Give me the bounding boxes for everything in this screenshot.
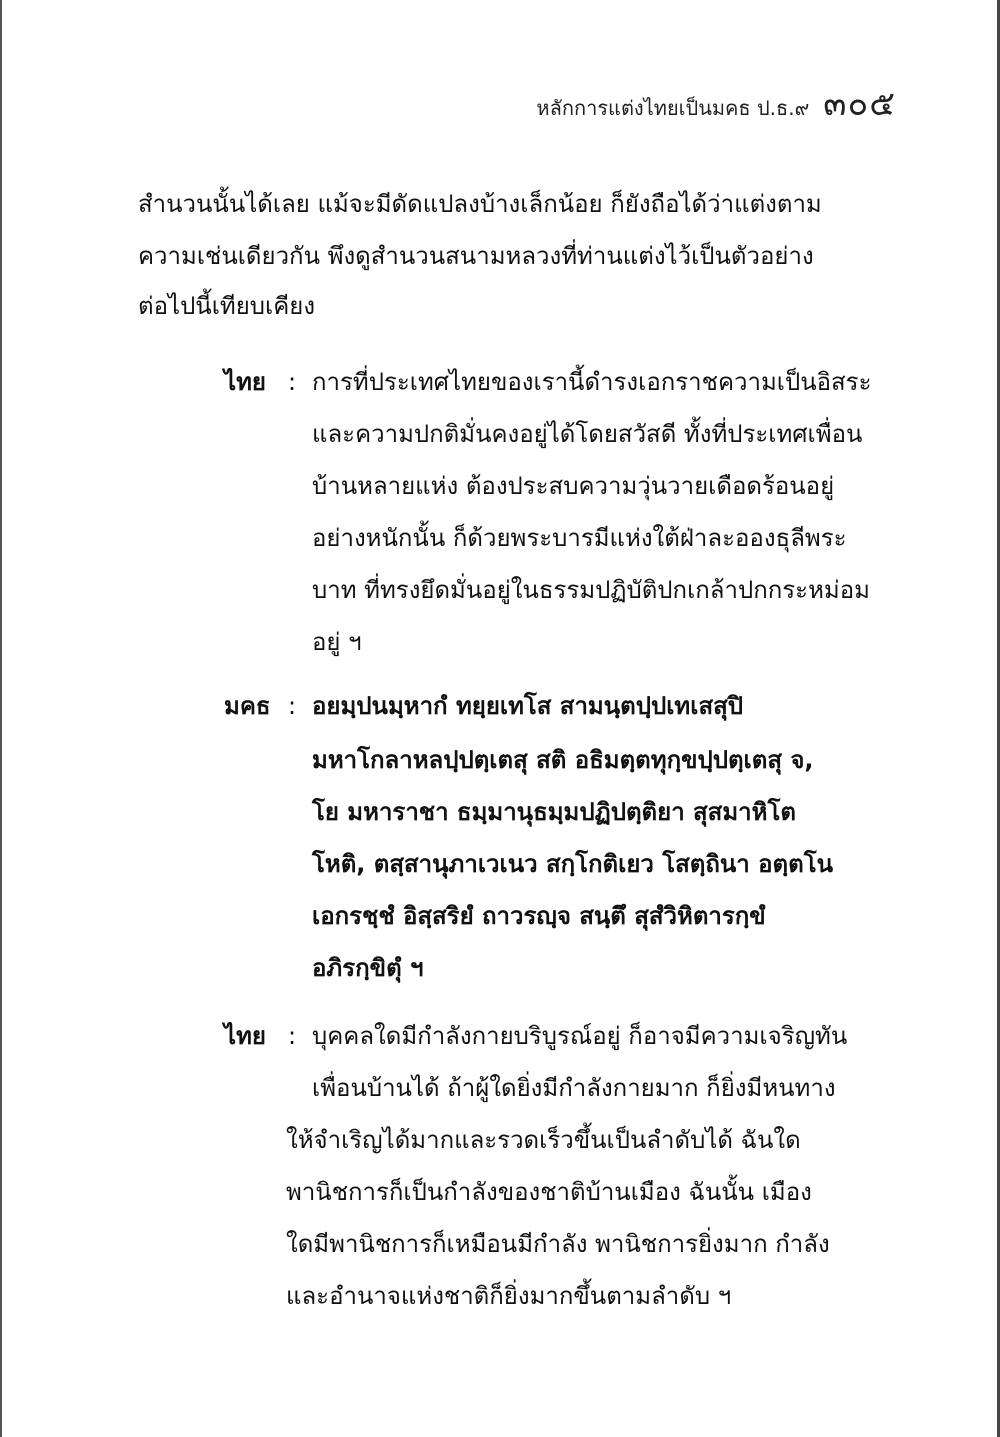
thai-line: อยู่ ฯ: [312, 628, 362, 656]
page-edge-left: [0, 0, 2, 1437]
thai-line: บ้านหลายแห่ง ต้องประสบความวุ่นวายเดือดร้อนอยู่: [312, 472, 835, 500]
example2-line: ใดมีพานิชการก็เหมือนมีกำลัง พานิชการยิ่งมาก กำลัง: [286, 1230, 830, 1258]
thai-label: ไทย: [224, 368, 266, 396]
thai-label-2: ไทย: [224, 1022, 266, 1050]
example2-line: ให้จำเริญได้มากและรวดเร็วขึ้นเป็นลำดับได้ ฉันใด: [286, 1126, 801, 1154]
label-colon: :: [288, 368, 297, 396]
running-header: [536, 76, 896, 130]
pali-line: โหติ, ตสฺสานุภาเวเนว สกฺโกติเยว โสตฺถินา อตฺตโน: [312, 850, 834, 878]
running-title: หลักการแต่งไทยเป็นมคธ ป.ธ.๙: [536, 96, 810, 120]
example2-line: พานิชการก็เป็นกำลังของชาติบ้านเมือง ฉันนั้น เมือง: [286, 1178, 812, 1206]
thai-line: บาท ที่ทรงยึดมั่นอยู่ในธรรมปฏิบัติปกเกล้าปกกระหม่อม: [312, 576, 870, 604]
pali-line: อยมฺปนมฺหากํ ทยฺยเทโส สามนฺตปฺปเทเสสุปิ: [312, 692, 743, 720]
pali-line: มหาโกลาหลปฺปตฺเตสุ สติ อธิมตฺตทุกฺขปฺปตฺเตสุ จ,: [312, 746, 814, 774]
pali-label: มคธ: [224, 692, 271, 720]
example2-line: เพื่อนบ้านได้ ถ้าผู้ใดยิ่งมีกำลังกายมาก ก็ยิ่งมีหนทาง: [312, 1074, 836, 1102]
intro-line: ต่อไปนี้เทียบเคียง: [138, 292, 316, 320]
thai-line: อย่างหนักนั้น ก็ด้วยพระบารมีแห่งใต้ฝ่าละอองธุลีพระ: [312, 524, 847, 552]
intro-line: สำนวนนั้นได้เลย แม้จะมีดัดแปลงบ้างเล็กน้อย ก็ยังถือได้ว่าแต่งตาม: [138, 190, 822, 218]
intro-line: ความเช่นเดียวกัน พึงดูสำนวนสนามหลวงที่ท่านแต่งไว้เป็นตัวอย่าง: [138, 242, 814, 270]
label-colon: :: [288, 692, 297, 720]
pali-line: อภิรกฺขิตุํ ฯ: [312, 954, 424, 982]
label-colon: :: [288, 1022, 297, 1050]
thai-line: และความปกติมั่นคงอยู่ได้โดยสวัสดี ทั้งที่ประเทศเพื่อน: [312, 420, 863, 448]
pali-line: เอกรชฺชํ อิสฺสริยํ ถาวรญฺจ สนฺตึ สุสํวิหิตารกฺขํ: [312, 902, 766, 930]
example2-line: บุคคลใดมีกำลังกายบริบูรณ์อยู่ ก็อาจมีความเจริญทัน: [312, 1022, 848, 1050]
example2-line: และอำนาจแห่งชาติก็ยิ่งมากขึ้นตามลำดับ ฯ: [286, 1282, 732, 1310]
pali-line: โย มหาราชา ธมฺมานุธมฺมปฏิปตฺติยา สุสมาหิโต: [312, 798, 796, 826]
page-number: ๓๐๕: [823, 84, 896, 124]
thai-line: การที่ประเทศไทยของเรานี้ดำรงเอกราชความเป็นอิสระ: [312, 368, 872, 396]
